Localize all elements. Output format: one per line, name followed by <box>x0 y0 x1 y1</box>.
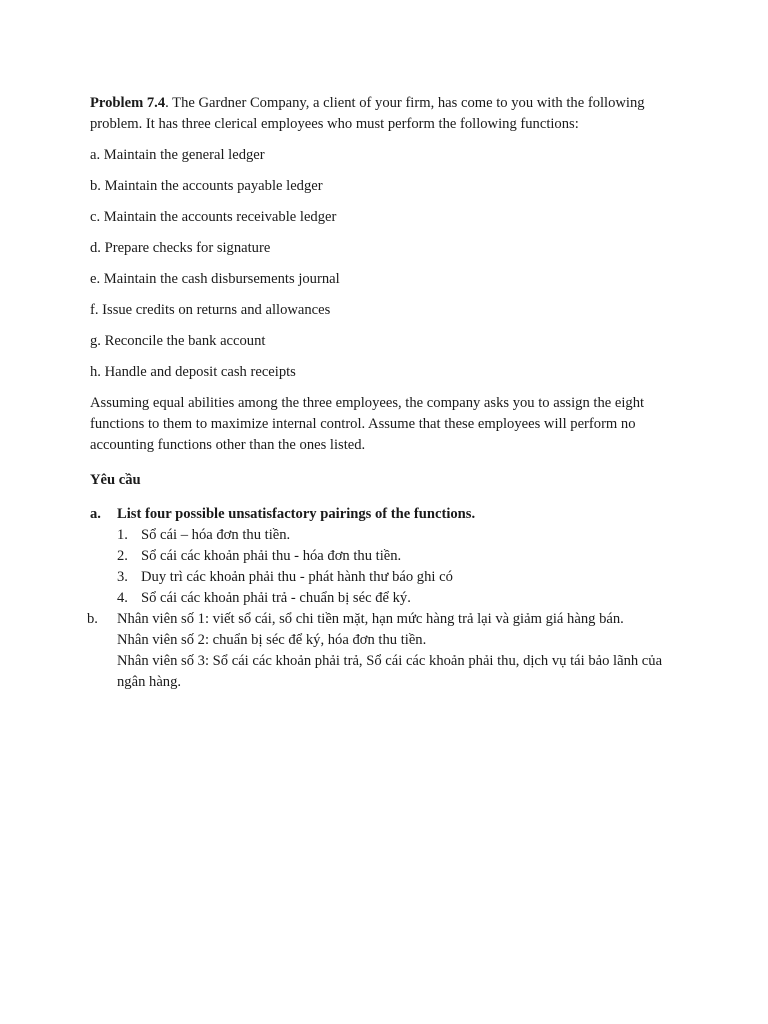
document-page <box>87 93 690 693</box>
problem-label: Problem 7.4 <box>90 95 166 111</box>
pairing-number: 3. <box>117 569 128 585</box>
employee-assignment: Nhân viên số 1: viết sổ cái, sổ chi tiền mặt, hạn mức hàng trả lại và giảm giá hàng bán. <box>117 611 624 627</box>
pairing-text: Sổ cái các khoản phải trả - chuẩn bị séc để ký. <box>141 590 411 606</box>
pairing-item <box>117 546 690 567</box>
requirement-a-letter: a. <box>90 506 101 522</box>
functions-list <box>90 145 690 383</box>
assumption-paragraph: Assuming equal abilities among the three employees, the company asks you to assign the eight functions to them to maximize internal control. Assume that these employees will perform no accounting functions other than the ones listed. <box>90 395 645 453</box>
requirements-heading: Yêu cầu <box>90 472 141 488</box>
requirement-b-body <box>117 609 690 693</box>
pairing-text: Duy trì các khoản phải thu - phát hành thư báo ghi có <box>141 569 453 585</box>
function-item: h. Handle and deposit cash receipts <box>90 364 296 380</box>
pairing-number: 4. <box>117 590 128 606</box>
pairing-text: Sổ cái – hóa đơn thu tiền. <box>141 527 291 543</box>
problem-intro-text: . The Gardner Company, a client of your firm, has come to you with the following problem. It has three clerical employees who must perform the following functions: <box>90 95 645 132</box>
pairing-text: Sổ cái các khoản phải thu - hóa đơn thu tiền. <box>141 548 402 564</box>
function-item: b. Maintain the accounts payable ledger <box>90 178 323 194</box>
employee-assignment: Nhân viên số 2: chuẩn bị séc để ký, hóa đơn thu tiền. <box>117 632 427 648</box>
problem-intro <box>90 93 690 135</box>
pairing-number: 2. <box>117 548 128 564</box>
pairing-item <box>117 588 690 609</box>
requirement-b-letter: b. <box>87 611 98 627</box>
requirement-a-title: List four possible unsatisfactory pairings of the functions. <box>117 506 476 522</box>
requirement-a <box>90 504 690 525</box>
requirement-b <box>87 609 690 693</box>
function-item: g. Reconcile the bank account <box>90 333 266 349</box>
function-item: f. Issue credits on returns and allowances <box>90 302 331 318</box>
function-item: a. Maintain the general ledger <box>90 147 265 163</box>
function-item: c. Maintain the accounts receivable ledger <box>90 209 337 225</box>
pairings-list <box>90 525 690 609</box>
pairing-item <box>117 525 690 546</box>
employee-assignment: Nhân viên số 3: Sổ cái các khoản phải trả, Sổ cái các khoản phải thu, dịch vụ tái bảo lãnh của ngân hàng. <box>117 653 663 690</box>
pairing-item <box>117 567 690 588</box>
pairing-number: 1. <box>117 527 128 543</box>
function-item: e. Maintain the cash disbursements journal <box>90 271 340 287</box>
function-item: d. Prepare checks for signature <box>90 240 271 256</box>
